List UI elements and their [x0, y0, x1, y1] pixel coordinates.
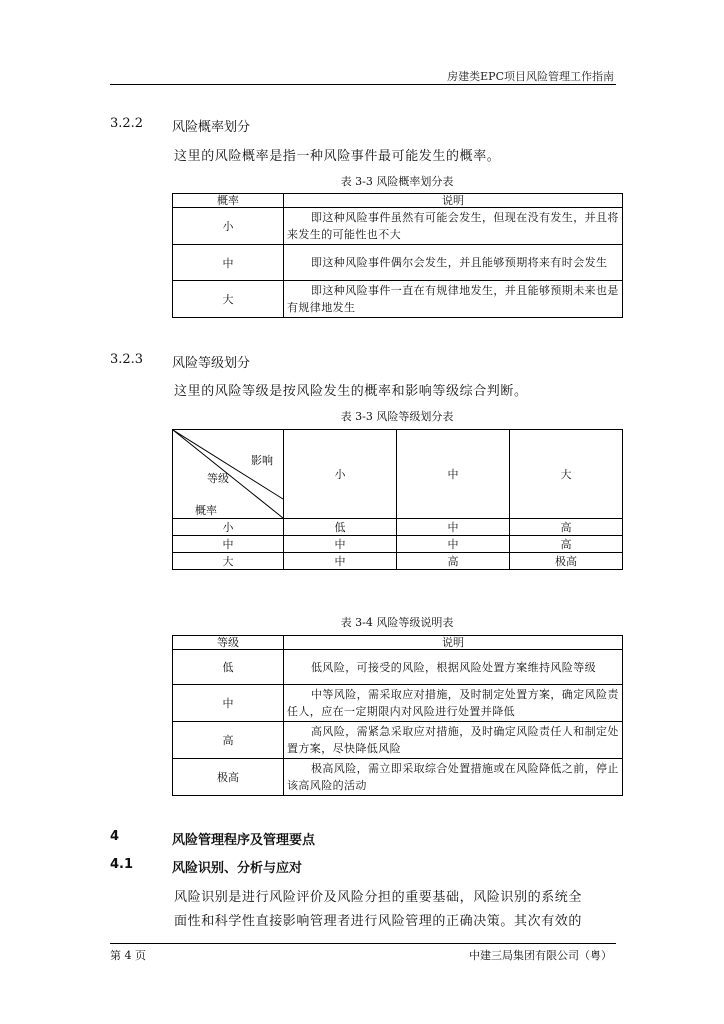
table-row [173, 759, 623, 796]
table-3-3-caption: 表 3-3 风险概率划分表 [340, 175, 454, 188]
matrix-col-header: 大 [510, 430, 623, 519]
footer-rule [110, 943, 616, 944]
risk-level-desc: 高风险，需紧急采取应对措施，及时确定风险责任人和制定处置方案，尽快降低风险 [284, 722, 623, 759]
table-header: 说明 [284, 194, 623, 208]
section-title-3-2-3: 风险等级划分 [172, 356, 251, 371]
matrix-corner-cell [173, 430, 284, 519]
risk-level-matrix [172, 429, 623, 570]
risk-level-desc: 极高风险，需立即采取综合处置措施或在风险降低之前，停止该高风险的活动 [284, 759, 623, 796]
table-header: 等级 [173, 636, 284, 650]
table-row [173, 650, 623, 685]
running-header-title: 房建类EPC项目风险管理工作指南 [447, 70, 614, 83]
table-header: 说明 [284, 636, 623, 650]
table-row [173, 536, 623, 553]
matrix-cell: 中 [397, 536, 510, 553]
paragraph-4-1-line-1: 风险识别是进行风险评价及风险分担的重要基础，风险识别的系统全 [174, 890, 583, 905]
table-row [173, 245, 623, 281]
matrix-cell: 中 [284, 536, 397, 553]
matrix-cell: 极高 [510, 553, 623, 570]
paragraph-3-2-2: 这里的风险概率是指一种风险事件最可能发生的概率。 [174, 149, 501, 164]
corner-label-impact: 影响 [251, 454, 273, 467]
table-row [173, 208, 623, 245]
section-title-4-1: 风险识别、分析与应对 [172, 861, 303, 876]
matrix-cell: 中 [397, 519, 510, 536]
risk-level-desc: 低风险，可接受的风险，根据风险处置方案维持风险等级 [284, 650, 623, 685]
matrix-row-label: 大 [173, 553, 284, 570]
risk-level: 极高 [173, 759, 284, 796]
footer-company: 中建三局集团有限公司（粤） [469, 949, 612, 962]
matrix-col-header: 中 [397, 430, 510, 519]
table-3-4-caption: 表 3-4 风险等级说明表 [340, 616, 454, 629]
matrix-cell: 高 [510, 536, 623, 553]
matrix-col-header: 小 [284, 430, 397, 519]
probability-level: 小 [173, 208, 284, 245]
risk-level-description-table [172, 635, 623, 796]
paragraph-4-1-line-2: 面性和科学性直接影响管理者进行风险管理的正确决策。其次有效的 [174, 914, 583, 929]
table-row [173, 685, 623, 722]
probability-desc: 即这种风险事件偶尔会发生，并且能够预期将来有时会发生 [284, 245, 623, 281]
matrix-cell: 高 [510, 519, 623, 536]
header-rule [110, 84, 616, 85]
table-row [173, 519, 623, 536]
section-title-4: 风险管理程序及管理要点 [172, 833, 316, 848]
probability-table [172, 193, 623, 318]
matrix-cell: 高 [397, 553, 510, 570]
section-number-3-2-3: 3.2.3 [110, 352, 144, 367]
probability-desc: 即这种风险事件一直在有规律地发生，并且能够预期未来也是有规律地发生 [284, 281, 623, 318]
probability-level: 中 [173, 245, 284, 281]
corner-label-level: 等级 [207, 472, 229, 485]
section-number-3-2-2: 3.2.2 [110, 116, 144, 131]
table-header: 概率 [173, 194, 284, 208]
corner-label-probability: 概率 [195, 504, 217, 517]
section-number-4: 4 [110, 829, 120, 844]
matrix-row-label: 中 [173, 536, 284, 553]
matrix-cell: 中 [284, 553, 397, 570]
probability-level: 大 [173, 281, 284, 318]
paragraph-3-2-3: 这里的风险等级是按风险发生的概率和影响等级综合判断。 [174, 384, 528, 399]
risk-level-desc: 中等风险，需采取应对措施，及时制定处置方案，确定风险责任人，应在一定期限内对风险进行处置并降低 [284, 685, 623, 722]
risk-level: 中 [173, 685, 284, 722]
matrix-row-label: 小 [173, 519, 284, 536]
table-row [173, 281, 623, 318]
risk-level: 高 [173, 722, 284, 759]
matrix-cell: 低 [284, 519, 397, 536]
section-title-3-2-2: 风险概率划分 [172, 120, 251, 135]
table-row [173, 722, 623, 759]
page-number: 第 4 页 [110, 949, 146, 962]
risk-level: 低 [173, 650, 284, 685]
probability-desc: 即这种风险事件虽然有可能会发生，但现在没有发生，并且将来发生的可能性也不大 [284, 208, 623, 245]
table-3-3b-caption: 表 3-3 风险等级划分表 [340, 410, 454, 423]
section-number-4-1: 4.1 [110, 857, 134, 872]
table-row [173, 553, 623, 570]
